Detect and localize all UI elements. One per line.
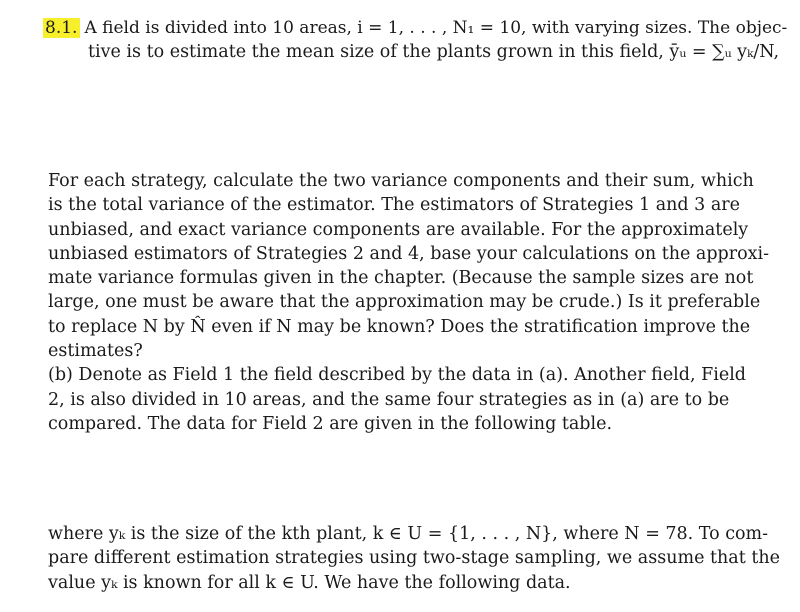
paragraph-line: pare different estimation strategies using two-stage sampling, we assume that the (48, 548, 780, 569)
intro-line-1: 8.1. A field is divided into 10 areas, i = 1, . . . , N₁ = 10, with varying sizes. The objec- (45, 18, 788, 38)
paragraph-line: 2, is also divided in 10 areas, and the same four strategies as in (a) are to be (48, 389, 730, 410)
paragraph-line: For each strategy, calculate the two variance components and their sum, which (48, 171, 754, 191)
paragraph-line: to replace N by N̂ even if N may be known? Does the stratification improve the (48, 316, 751, 337)
paragraph-line: (b) Denote as Field 1 the field described by the data in (a). Another field, Field (48, 365, 747, 386)
paragraph-line: large, one must be aware that the approximation may be crude.) Is it preferable (48, 292, 761, 313)
problem-number: 8.1. (43, 18, 80, 38)
paragraph-line: where yₖ is the size of the kth plant, k ∈ U = {1, . . . , N}, where N = 78. To com- (48, 524, 769, 544)
paragraph-line: value yₖ is known for all k ∈ U. We have the following data. (48, 572, 571, 593)
section-a-text (48, 169, 790, 436)
section-c-text (48, 522, 790, 595)
paragraph-line: unbiased estimators of Strategies 2 and 4, base your calculations on the approxi- (48, 243, 770, 264)
paragraph-line: compared. The data for Field 2 are given in the following table. (48, 413, 613, 434)
paragraph-line: unbiased, and exact variance components are available. For the approximately (48, 219, 749, 240)
problem-intro (45, 16, 790, 65)
intro-line-2: tive is to estimate the mean size of the plants grown in this field, ȳᵤ = ∑ᵤ yₖ/N, (88, 42, 780, 63)
paragraph-line: mate variance formulas given in the chapter. (Because the sample sizes are not (48, 268, 754, 289)
paragraph-line: is the total variance of the estimator. The estimators of Strategies 1 and 3 are (48, 195, 741, 216)
paragraph-line: estimates? (48, 341, 143, 362)
